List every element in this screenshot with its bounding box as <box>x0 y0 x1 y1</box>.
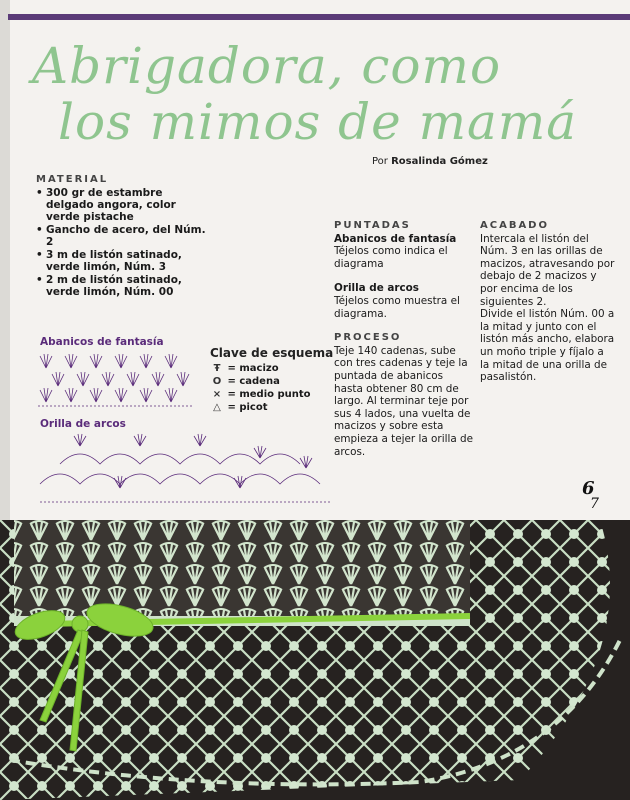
puntadas-text-orilla: Téjelos como muestra el diagrama. <box>334 294 460 320</box>
medio-punto-symbol-icon: × <box>212 389 222 400</box>
legend-row-picot <box>210 401 350 414</box>
title-line-2: los mimos de mamá <box>58 93 578 151</box>
fan-row-2 <box>52 372 189 386</box>
byline-prefix: Por <box>372 156 388 167</box>
puntadas-proceso-column <box>334 220 474 458</box>
cadena-symbol-icon: O <box>212 376 222 387</box>
picot-symbol-icon: △ <box>213 402 221 413</box>
fan-row-3 <box>40 388 177 402</box>
header-rule <box>8 14 630 20</box>
byline <box>372 156 488 167</box>
proceso-text: Teje 140 cadenas, sube con tres cadenas y teje la puntada de abanicos hasta obtener 80 cm de largo. Al terminar teje por sus 4 lados, una vuelta de macizos y sobre esta empieza a tejer la orilla de arcos. <box>334 344 474 458</box>
article-title <box>24 38 604 150</box>
material-item: • Gancho de acero, del Núm. 2 <box>46 224 206 248</box>
orilla-arcos-diagram <box>36 428 336 506</box>
fan-stitch-panel <box>14 520 470 616</box>
material-item: • 3 m de listón satinado, verde limón, Núm. 3 <box>46 249 206 273</box>
diagram-label-orilla: Orilla de arcos <box>40 418 126 430</box>
puntadas-sub-abanicos: Abanicos de fantasía <box>334 232 457 245</box>
proceso-heading: PROCESO <box>334 332 402 344</box>
puntadas-text-abanicos: Téjelos como indica el diagrama <box>334 245 448 270</box>
acabado-column <box>480 220 615 384</box>
diagram-label-abanicos: Abanicos de fantasía <box>40 336 164 348</box>
title-line-1: Abrigadora, como <box>32 37 502 95</box>
legend-row-macizo <box>210 362 350 375</box>
material-item: • 300 gr de estambre delgado angora, color verde pistache <box>46 187 206 223</box>
acabado-text-2: Divide el listón Núm. 00 a la mitad y junto con el listón más ancho, elabora un moño triple y fíjalo a la mitad de una orilla de pasalistón. <box>480 308 615 384</box>
page-number-top: 6 <box>582 478 595 499</box>
legend-label: = picot <box>227 402 268 413</box>
legend-label: = macizo <box>227 363 279 374</box>
puntadas-heading: PUNTADAS <box>334 220 411 231</box>
crochet-blanket-illustration <box>0 520 630 800</box>
chart-key <box>210 346 350 414</box>
legend-label: = medio punto <box>227 389 311 400</box>
macizo-symbol-icon: Ŧ <box>213 363 221 374</box>
material-section <box>36 174 206 299</box>
blanket-photo <box>0 520 630 800</box>
material-item: • 2 m de listón satinado, verde limón, Núm. 00 <box>46 274 206 298</box>
acabado-heading: ACABADO <box>480 220 549 231</box>
legend-label: = cadena <box>227 376 280 387</box>
fan-row-1 <box>40 354 177 368</box>
page-number-bottom: 7 <box>590 496 599 512</box>
legend-row-medio-punto <box>210 388 350 401</box>
legend-heading: Clave de esquema <box>210 346 334 360</box>
abanicos-diagram <box>36 350 196 408</box>
byline-author: Rosalinda Gómez <box>391 156 488 167</box>
legend-row-cadena <box>210 375 350 388</box>
puntadas-sub-orilla: Orilla de arcos <box>334 282 419 295</box>
acabado-text-1: Intercala el listón del Núm. 3 en las orillas de macizos, atravesando por debajo de 2 macizos y por encima de los siguientes 2. <box>480 232 615 308</box>
material-heading: MATERIAL <box>36 174 109 185</box>
material-list <box>36 187 206 298</box>
